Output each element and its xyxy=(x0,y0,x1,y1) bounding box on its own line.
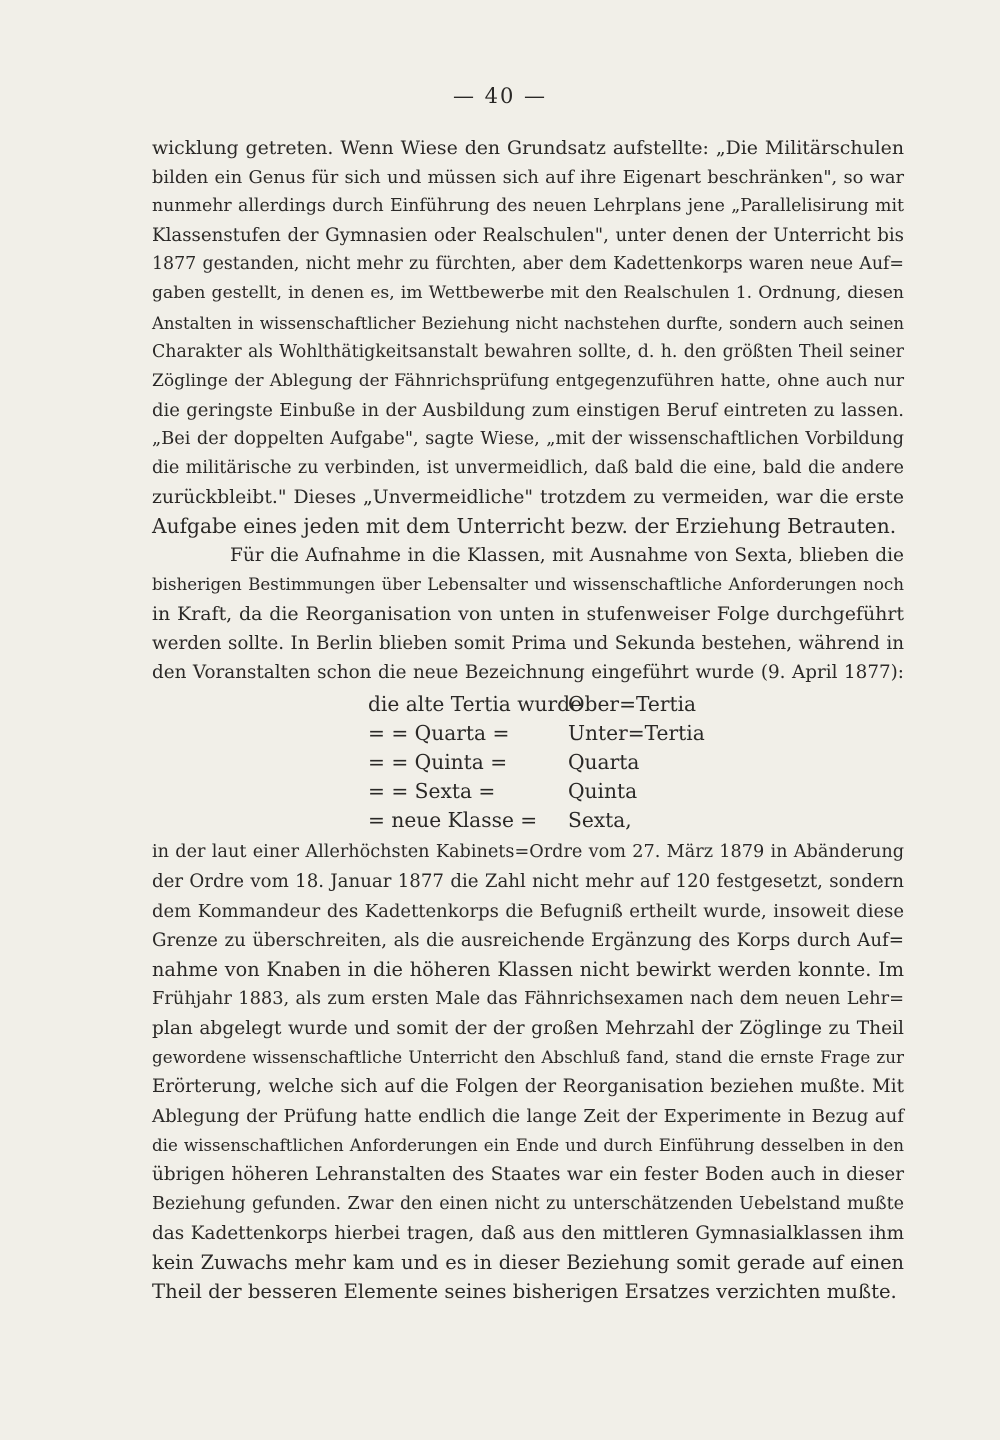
paragraph-block-1 xyxy=(152,134,904,687)
old-class-name: die alte Tertia wurde xyxy=(368,692,583,716)
text-line: die geringste Einbuße in der Ausbildung zum einstigen Beruf eintreten zu lassen. xyxy=(152,399,904,421)
new-class-name: Quinta xyxy=(568,779,638,803)
text-line: die wissenschaftlichen Anforderungen ein Ende und durch Einführung desselben in den xyxy=(152,1135,904,1155)
text-line: Charakter als Wohlthätigkeitsanstalt bewahren sollte, d. h. den größten Theil seiner xyxy=(152,341,904,362)
text-line: 1877 gestanden, nicht mehr zu fürchten, aber dem Kadettenkorps waren neue Auf= xyxy=(152,254,904,275)
text-line: „Bei der doppelten Aufgabe", sagte Wiese, „mit der wissenschaftlichen Vorbildung xyxy=(152,428,904,449)
old-class-name: = = Sexta = xyxy=(368,779,496,803)
text-line: bisherigen Bestimmungen über Lebensalter und wissenschaftliche Anforderungen noch xyxy=(152,575,904,595)
text-line: Anstalten in wissenschaftlicher Beziehung nicht nachstehen durfte, sondern auch seinen xyxy=(152,313,904,333)
text-line: Für die Aufnahme in die Klassen, mit Ausnahme von Sexta, blieben die xyxy=(230,545,904,567)
text-line: nunmehr allerdings durch Einführung des neuen Lehrplans jene „Parallelisirung mit xyxy=(152,196,904,217)
new-class-name: Quarta xyxy=(568,750,640,774)
text-line: dem Kommandeur des Kadettenkorps die Befugniß ertheilt wurde, insoweit diese xyxy=(152,900,904,922)
new-class-name: Sexta, xyxy=(568,808,632,832)
text-line: gaben gestellt, in denen es, im Wettbewerbe mit den Realschulen 1. Ordnung, diesen xyxy=(152,283,904,304)
text-line: in der laut einer Allerhöchsten Kabinets=Ordre vom 27. März 1879 in Abänderung xyxy=(152,842,904,862)
text-line: der Ordre vom 18. Januar 1877 die Zahl nicht mehr auf 120 festgesetzt, sondern xyxy=(152,871,904,893)
text-line: Frühjahr 1883, als zum ersten Male das Fähnrichsexamen nach dem neuen Lehr= xyxy=(152,988,904,1010)
text-line: Ablegung der Prüfung hatte endlich die lange Zeit der Experimente in Bezug auf xyxy=(152,1105,904,1127)
text-line: Zöglinge der Ablegung der Fähnrichsprüfung entgegenzuführen hatte, ohne auch nur xyxy=(152,370,904,391)
text-line: das Kadettenkorps hierbei tragen, daß aus den mittleren Gymnasialklassen ihm xyxy=(152,1222,904,1244)
text-line: Grenze zu überschreiten, als die ausreichende Ergänzung des Korps durch Auf= xyxy=(152,929,904,951)
old-class-name: = = Quarta = xyxy=(368,721,510,745)
text-line: in Kraft, da die Reorganisation von unten in stufenweiser Folge durchgeführt xyxy=(152,602,904,625)
text-line: bilden ein Genus für sich und müssen sich auf ihre Eigenart beschränken", so war xyxy=(152,167,904,189)
text-line: die militärische zu verbinden, ist unvermeidlich, daß bald die eine, bald die andere xyxy=(152,458,904,479)
old-class-name: = neue Klasse = xyxy=(368,808,538,832)
text-line: Klassenstufen der Gymnasien oder Realschulen", unter denen der Unterricht bis xyxy=(152,225,904,247)
new-class-name: Ober=Tertia xyxy=(568,692,697,716)
text-line: Erörterung, welche sich auf die Folgen der Reorganisation beziehen mußte. Mit xyxy=(152,1076,904,1098)
text-line: übrigen höheren Lehranstalten des Staates war ein fester Boden auch in dieser xyxy=(152,1164,904,1186)
text-line: gewordene wissenschaftliche Unterricht den Abschluß fand, stand die ernste Frage zur xyxy=(152,1047,904,1068)
text-line: nahme von Knaben in die höheren Klassen nicht bewirkt werden konnte. Im xyxy=(152,958,904,982)
text-line: zurückbleibt." Dieses „Unvermeidliche" trotzdem zu vermeiden, war die erste xyxy=(152,487,904,509)
text-line: plan abgelegt wurde und somit der der großen Mehrzahl der Zöglinge zu Theil xyxy=(152,1017,904,1039)
text-line: kein Zuwachs mehr kam und es in dieser Beziehung somit gerade auf einen xyxy=(152,1251,904,1275)
text-line: den Voranstalten schon die neue Bezeichnung eingeführt wurde (9. April 1877): xyxy=(152,661,904,683)
paragraph-block-3 xyxy=(152,838,904,1307)
text-line: Aufgabe eines jeden mit dem Unterricht bezw. der Erziehung Betrauten. xyxy=(152,514,897,539)
old-class-name: = = Quinta = xyxy=(368,750,508,774)
text-line: Theil der besseren Elemente seines bisherigen Ersatzes verzichten mußte. xyxy=(152,1280,897,1304)
new-class-name: Unter=Tertia xyxy=(568,721,705,745)
text-line: werden sollte. In Berlin blieben somit Prima und Sekunda bestehen, während in xyxy=(152,632,904,654)
page-number: — 40 — xyxy=(452,84,548,108)
text-line: Beziehung gefunden. Zwar den einen nicht zu unterschätzenden Uebelstand mußte xyxy=(152,1193,904,1214)
text-line: wicklung getreten. Wenn Wiese den Grundsatz aufstellte: „Die Militärschulen xyxy=(152,137,904,159)
